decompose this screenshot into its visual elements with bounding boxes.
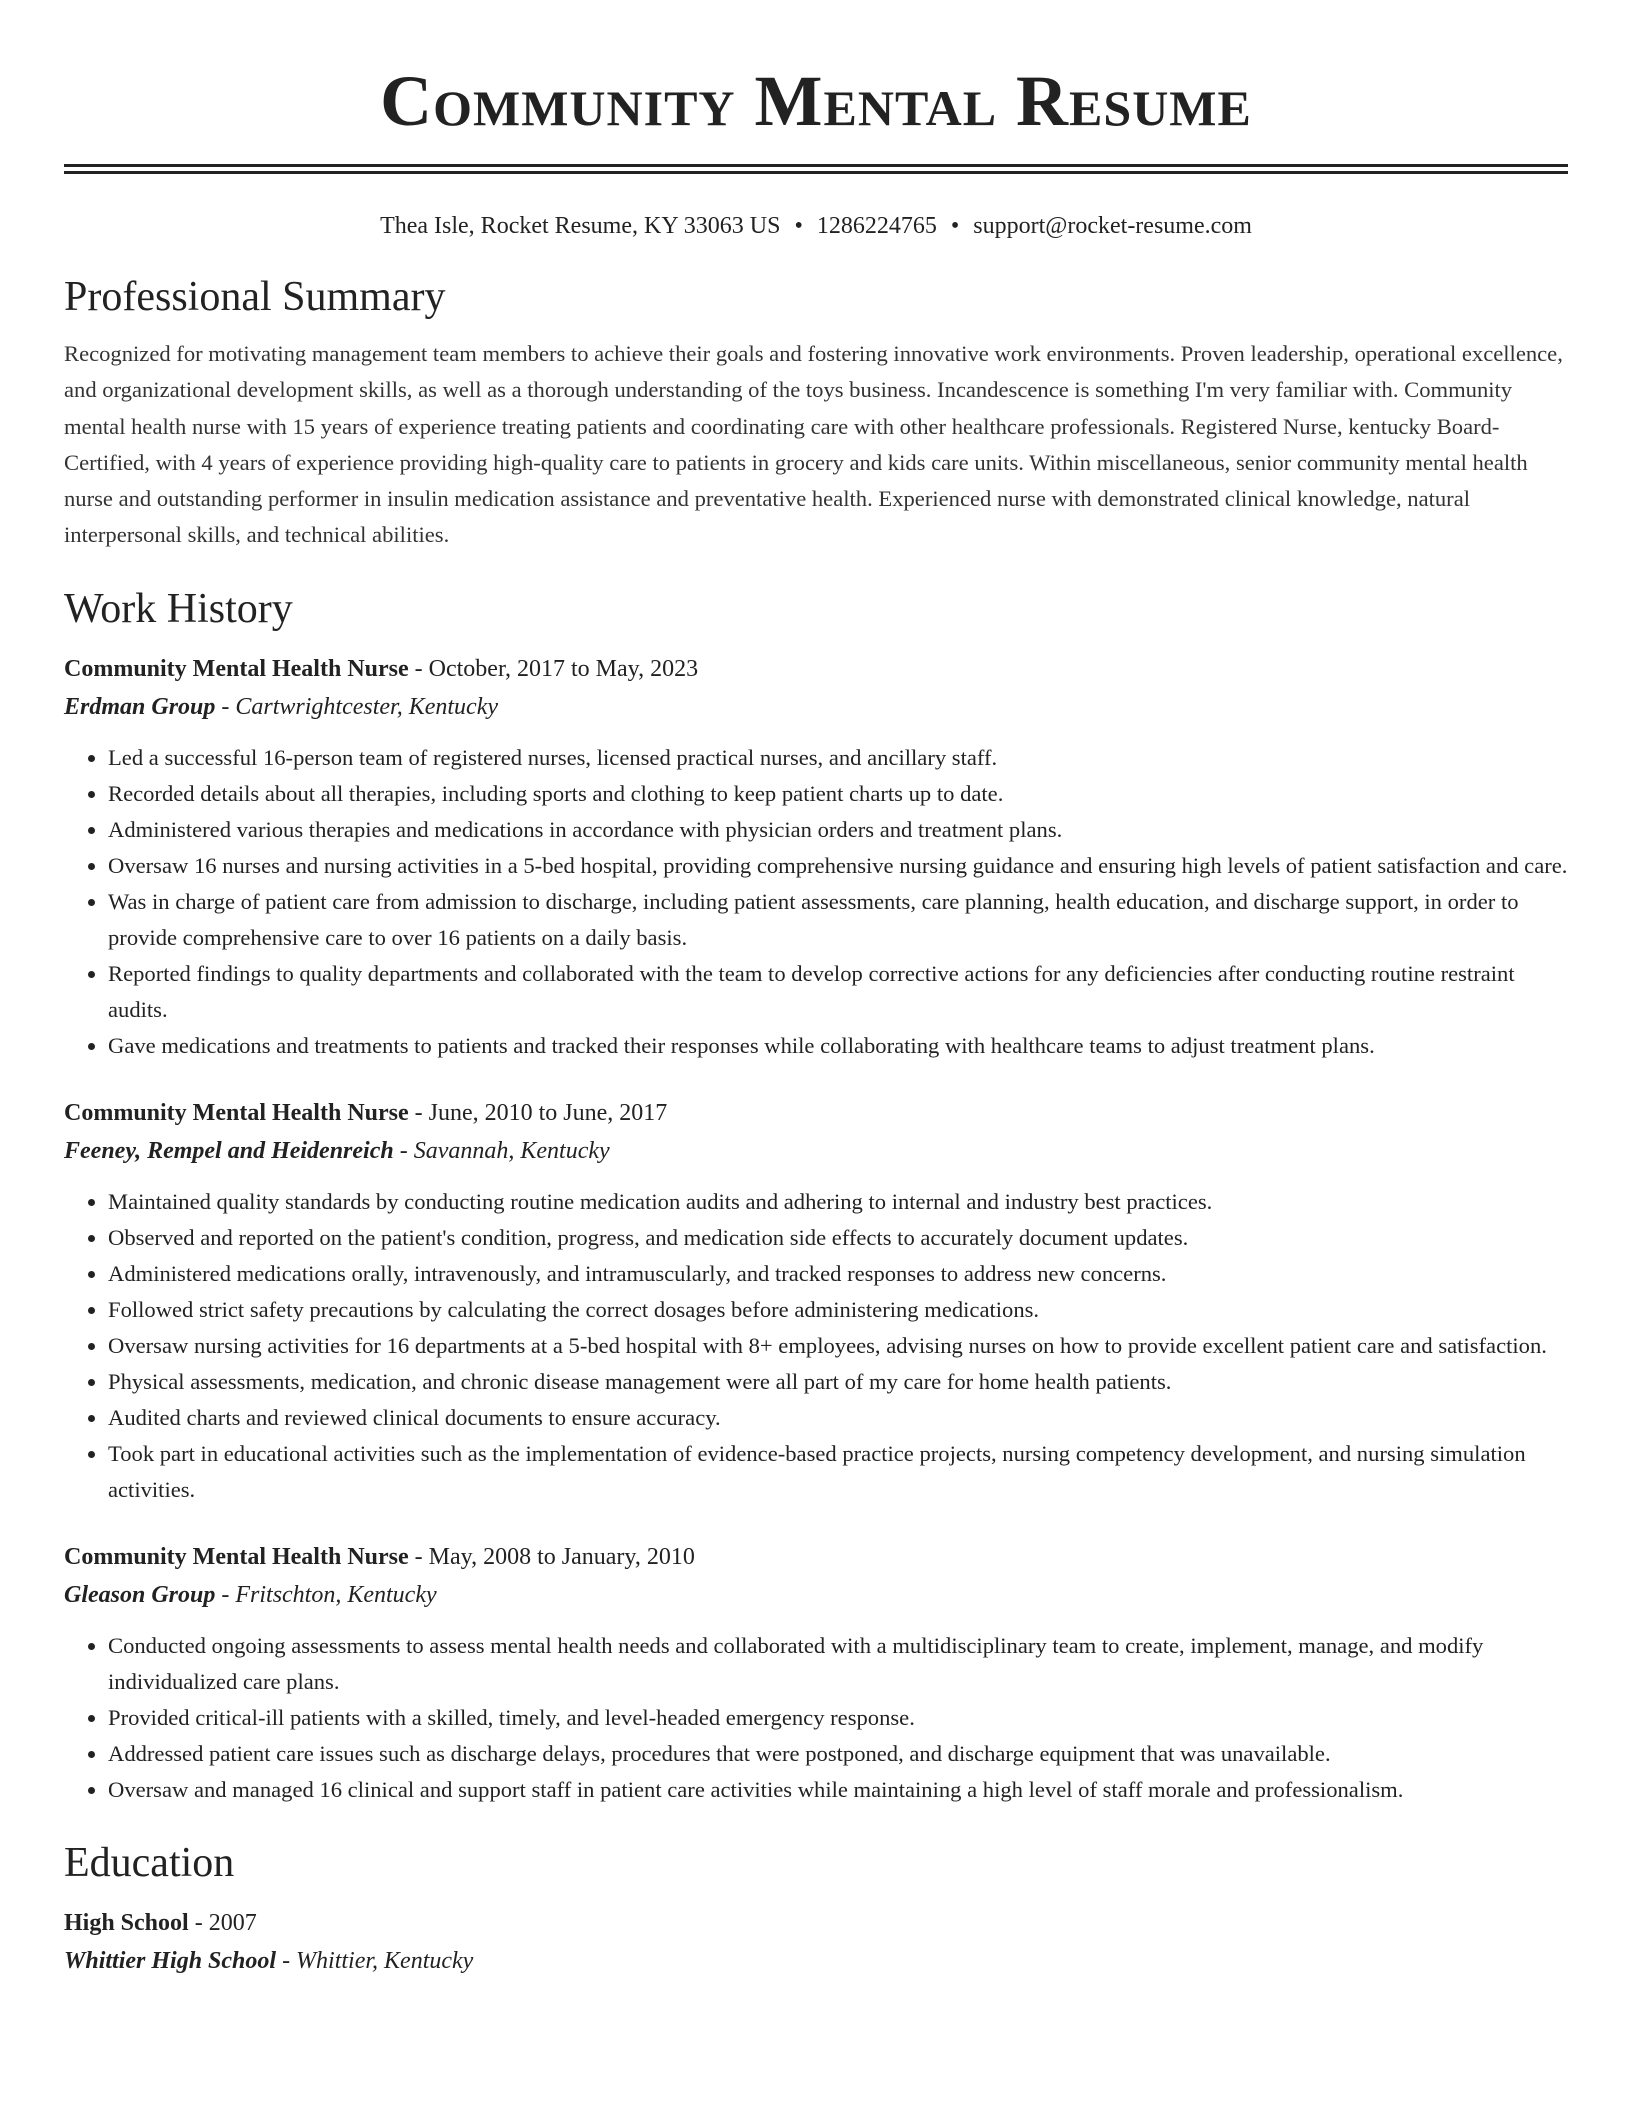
job-bullet: • Administered various therapies and medications in accordance with physician orders and treatment plans.: [108, 812, 1568, 848]
job-entry: [64, 1094, 1568, 1508]
job-company-line: [64, 1132, 1568, 1170]
title-divider: [64, 164, 1568, 174]
job-bullet: • Audited charts and reviewed clinical documents to ensure accuracy.: [108, 1400, 1568, 1436]
job-location: - Fritschton, Kentucky: [215, 1581, 437, 1608]
job-entry: [64, 650, 1568, 1064]
job-bullet: • Maintained quality standards by conducting routine medication audits and adhering to internal and industry best practices.: [108, 1184, 1568, 1220]
job-bullet: • Observed and reported on the patient's condition, progress, and medication side effects to accurately document updates.: [108, 1220, 1568, 1256]
section-heading-summary: Professional Summary: [64, 274, 446, 320]
summary-text: Recognized for motivating management team members to achieve their goals and fostering innovative work environments. Proven leadership, operational excellence, and organizational development skills, as well as a thorough understanding of the toys business. Incandescence is something I'm very familiar with. Community mental health nurse with 15 years of experience treating patients and coordinating care with other healthcare professionals. Registered Nurse, kentucky Board-Certified, with 4 years of experience providing high-quality care to patients in grocery and kids care units. Within miscellaneous, senior community mental health nurse and outstanding performer in insulin medication assistance and preventative health. Experienced nurse with demonstrated clinical knowledge, natural interpersonal skills, and technical abilities.: [64, 341, 1563, 548]
job-location: - Savannah, Kentucky: [393, 1137, 610, 1164]
job-role: Community Mental Health Nurse: [64, 1099, 409, 1126]
job-role: Community Mental Health Nurse: [64, 655, 409, 682]
education-school: Whittier High School: [64, 1947, 277, 1974]
job-bullet: • Recorded details about all therapies, including sports and clothing to keep patient charts up to date.: [108, 776, 1568, 812]
job-title-line: [64, 1094, 1568, 1132]
job-bullet: • Oversaw and managed 16 clinical and support staff in patient care activities while maintaining a high level of staff morale and professionalism.: [108, 1772, 1568, 1808]
job-bullet: • Addressed patient care issues such as discharge delays, procedures that were postponed, and discharge equipment that was unavailable.: [108, 1736, 1568, 1772]
job-bullet: • Administered medications orally, intravenously, and intramuscularly, and tracked responses to address new concerns.: [108, 1256, 1568, 1292]
education-degree: High School: [64, 1909, 189, 1936]
education-degree-line: [64, 1904, 1568, 1942]
job-company: Gleason Group: [64, 1581, 216, 1608]
contact-email: support@rocket-resume.com: [973, 213, 1252, 239]
job-company: Feeney, Rempel and Heidenreich: [64, 1137, 394, 1164]
contact-line: [64, 210, 1568, 242]
job-dates: - June, 2010 to June, 2017: [408, 1099, 668, 1126]
education-location: - Whittier, Kentucky: [276, 1947, 474, 1974]
job-bullet: • Provided critical-ill patients with a skilled, timely, and level-headed emergency response.: [108, 1700, 1568, 1736]
job-bullet: • Gave medications and treatments to patients and tracked their responses while collaborating with healthcare teams to adjust treatment plans.: [108, 1028, 1568, 1064]
job-bullet: • Followed strict safety precautions by calculating the correct dosages before administering medications.: [108, 1292, 1568, 1328]
job-company: Erdman Group: [64, 693, 216, 720]
section-heading-education: Education: [64, 1839, 235, 1886]
job-title-line: [64, 650, 1568, 688]
resume-title: Community Mental Resume: [380, 61, 1252, 141]
contact-address: Thea Isle, Rocket Resume, KY 33063 US: [380, 213, 781, 239]
contact-separator: •: [794, 213, 803, 239]
job-bullet: • Led a successful 16-person team of registered nurses, licensed practical nurses, and ancillary staff.: [108, 740, 1568, 776]
job-bullet-list: [64, 740, 1568, 1064]
job-bullet: • Reported findings to quality departments and collaborated with the team to develop corrective actions for any deficiencies after conducting routine restraint audits.: [108, 956, 1568, 1028]
job-company-line: [64, 1576, 1568, 1614]
job-bullet-list: [64, 1628, 1568, 1808]
job-dates: - May, 2008 to January, 2010: [408, 1543, 695, 1570]
job-bullet-list: [64, 1184, 1568, 1508]
job-dates: - October, 2017 to May, 2023: [408, 655, 699, 682]
job-bullet: • Oversaw nursing activities for 16 departments at a 5-bed hospital with 8+ employees, advising nurses on how to provide excellent patient care and satisfaction.: [108, 1328, 1568, 1364]
job-title-line: [64, 1538, 1568, 1576]
section-heading-work-history: Work History: [64, 585, 293, 632]
job-bullet: • Oversaw 16 nurses and nursing activities in a 5-bed hospital, providing comprehensive nursing guidance and ensuring high levels of patient satisfaction and care.: [108, 848, 1568, 884]
job-bullet: • Was in charge of patient care from admission to discharge, including patient assessments, care planning, health education, and discharge support, in order to provide comprehensive care to over 16 patients on a daily basis.: [108, 884, 1568, 956]
job-bullet: • Took part in educational activities such as the implementation of evidence-based practice projects, nursing competency development, and nursing simulation activities.: [108, 1436, 1568, 1508]
contact-separator: •: [950, 213, 960, 239]
job-entry: [64, 1538, 1568, 1808]
education-school-line: [64, 1942, 1568, 1980]
job-bullet: • Physical assessments, medication, and chronic disease management were all part of my care for home health patients.: [108, 1364, 1568, 1400]
job-location: - Cartwrightcester, Kentucky: [215, 693, 499, 720]
job-role: Community Mental Health Nurse: [64, 1543, 409, 1570]
job-bullet: • Conducted ongoing assessments to assess mental health needs and collaborated with a multidisciplinary team to create, implement, manage, and modify individualized care plans.: [108, 1628, 1568, 1700]
education-entry: [64, 1904, 1568, 1980]
contact-phone: 1286224765: [816, 213, 937, 239]
job-company-line: [64, 688, 1568, 726]
education-year: - 2007: [188, 1909, 257, 1936]
